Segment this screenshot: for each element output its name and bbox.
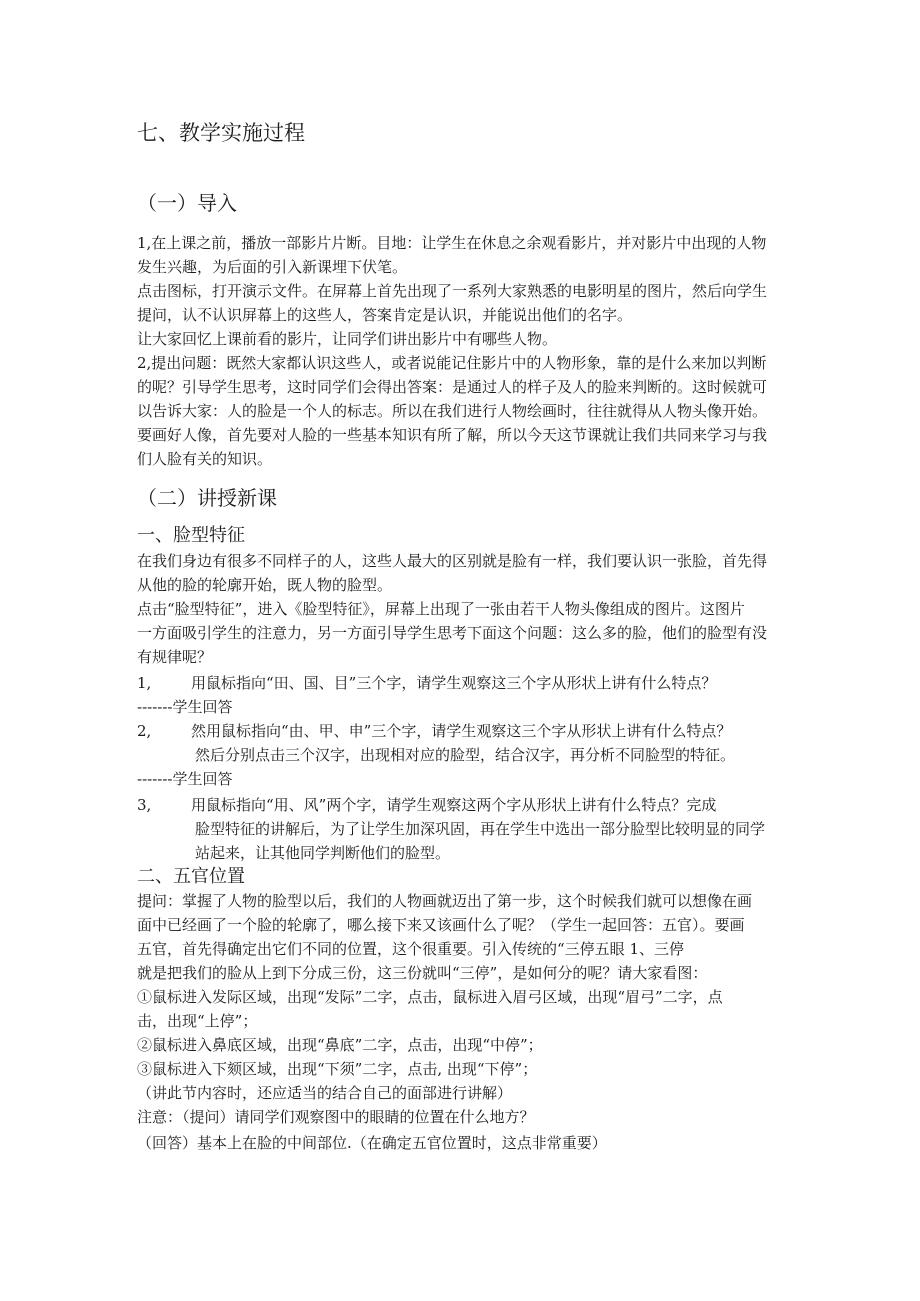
intro-line: 让大家回忆上课前看的影片，让同学们讲出影片中有哪些人物。: [137, 330, 558, 348]
intro-line: 发生兴趣，为后面的引入新课埋下伏笔。: [137, 258, 408, 276]
heading-introduction: （一）导入: [137, 191, 237, 215]
intro-line: 提问，认不认识屏幕上的这些人，答案肯定是认识，并能说出他们的名字。: [137, 306, 633, 324]
step-3: [137, 793, 797, 817]
step-3-continuation: 站起来，让其他同学判断他们的脸型。: [195, 844, 451, 862]
intro-line: 1,在上课之前，播放一部影片片断。目地：让学生在休息之余观看影片，并对影片中出现的人物: [137, 234, 767, 252]
step-text: 用鼠标指向“田、国、目”三个字，请学生观察这三个字从形状上讲有什么特点？: [191, 674, 717, 692]
section-title: 七、教学实施过程: [137, 121, 305, 145]
intro-line: 2,提出问题：既然大家都认识这些人，或者说能记住影片中的人物形象，靠的是什么来加以判断: [137, 354, 767, 372]
intro-line: 们人脸有关的知识。: [137, 450, 273, 468]
step-text: 用鼠标指向“用、风”两个字，请学生观察这两个字从形状上讲有什么特点？完成: [191, 796, 717, 814]
intro-line: 以告诉大家：人的脸是一个人的标志。所以在我们进行人物绘画时，往往就得从人物头像开始。: [137, 402, 768, 420]
features-line: 提问：掌握了人物的脸型以后，我们的人物画就迈出了第一步，这个时候我们就可以想像在画: [137, 892, 753, 910]
intro-line: 要画好人像，首先要对人脸的一些基本知识有所了解，所以今天这节课就让我们共同来学习与我: [137, 426, 768, 444]
step-3-continuation: 脸型特征的讲解后，为了让学生加深巩固，再在学生中选出一部分脸型比较明显的同学: [195, 820, 766, 838]
student-answer: -------学生回答: [137, 770, 233, 788]
features-line: ②鼠标进入鼻底区域，出现“鼻底”二字，点击，出现“中停”；: [137, 1036, 543, 1054]
face-shape-line: 一方面吸引学生的注意力，另一方面引导学生思考下面这个问题：这么多的脸，他们的脸型有没: [137, 624, 768, 642]
step-1: [137, 671, 797, 695]
step-text: 然用鼠标指向“由、甲、申”三个字，请学生观察这三个字从形状上讲有什么特点？: [191, 722, 732, 740]
features-line: （讲此节内容时，还应适当的结合自己的面部进行讲解）: [137, 1084, 513, 1102]
heading-face-shape: 一、脸型特征: [137, 525, 245, 546]
intro-line: 的呢？引导学生思考，这时同学们会得出答案：是通过人的样子及人的脸来判断的。这时候就可: [137, 378, 768, 396]
step-number: 1,: [137, 674, 152, 692]
step-number: 3,: [137, 796, 152, 814]
features-line: 击，出现“上停”；: [137, 1012, 258, 1030]
features-line: 面中已经画了一个脸的轮廓了，哪么接下来又该画什么了呢？（学生一起回答：五官）。要画: [137, 916, 745, 934]
face-shape-line: 点击“脸型特征”，进入《脸型特征》，屏幕上出现了一张由若干人物头像组成的图片。这图片: [137, 600, 745, 618]
features-line: ①鼠标进入发际区域，出现“发际”二字，点击，鼠标进入眉弓区域，出现“眉弓”二字，点: [137, 988, 723, 1006]
step-2-continuation: 然后分别点击三个汉字，出现相对应的脸型，结合汉字，再分析不同脸型的特征。: [195, 746, 736, 764]
face-shape-line: 有规律呢？: [137, 648, 213, 666]
heading-facial-features: 二、五官位置: [137, 866, 245, 887]
heading-new-lesson: （二）讲授新课: [137, 486, 277, 510]
features-line: 注意：（提问）请同学们观察图中的眼睛的位置在什么地方？: [137, 1108, 535, 1126]
step-2: [137, 719, 797, 743]
features-line: （回答）基本上在脸的中间部位.（在确定五官位置时，这点非常重要）: [137, 1134, 607, 1152]
face-shape-line: 从他的脸的轮廓开始，既人物的脸型。: [137, 576, 393, 594]
step-number: 2,: [137, 722, 152, 740]
features-line: ③鼠标进入下颏区域，出现“下须”二字，点击, 出现“下停”；: [137, 1060, 538, 1078]
features-line: 就是把我们的脸从上到下分成三份，这三份就叫“三停”，是如何分的呢？请大家看图：: [137, 964, 708, 982]
features-line: 五官，首先得确定出它们不同的位置，这个很重要。引入传统的“三停五眼 1、三停: [137, 940, 684, 958]
student-answer: -------学生回答: [137, 698, 233, 716]
face-shape-line: 在我们身边有很多不同样子的人，这些人最大的区别就是脸有一样，我们要认识一张脸，首先得: [137, 552, 768, 570]
intro-line: 点击图标，打开演示文件。在屏幕上首先出现了一系列大家熟悉的电影明星的图片，然后向学生: [137, 282, 768, 300]
